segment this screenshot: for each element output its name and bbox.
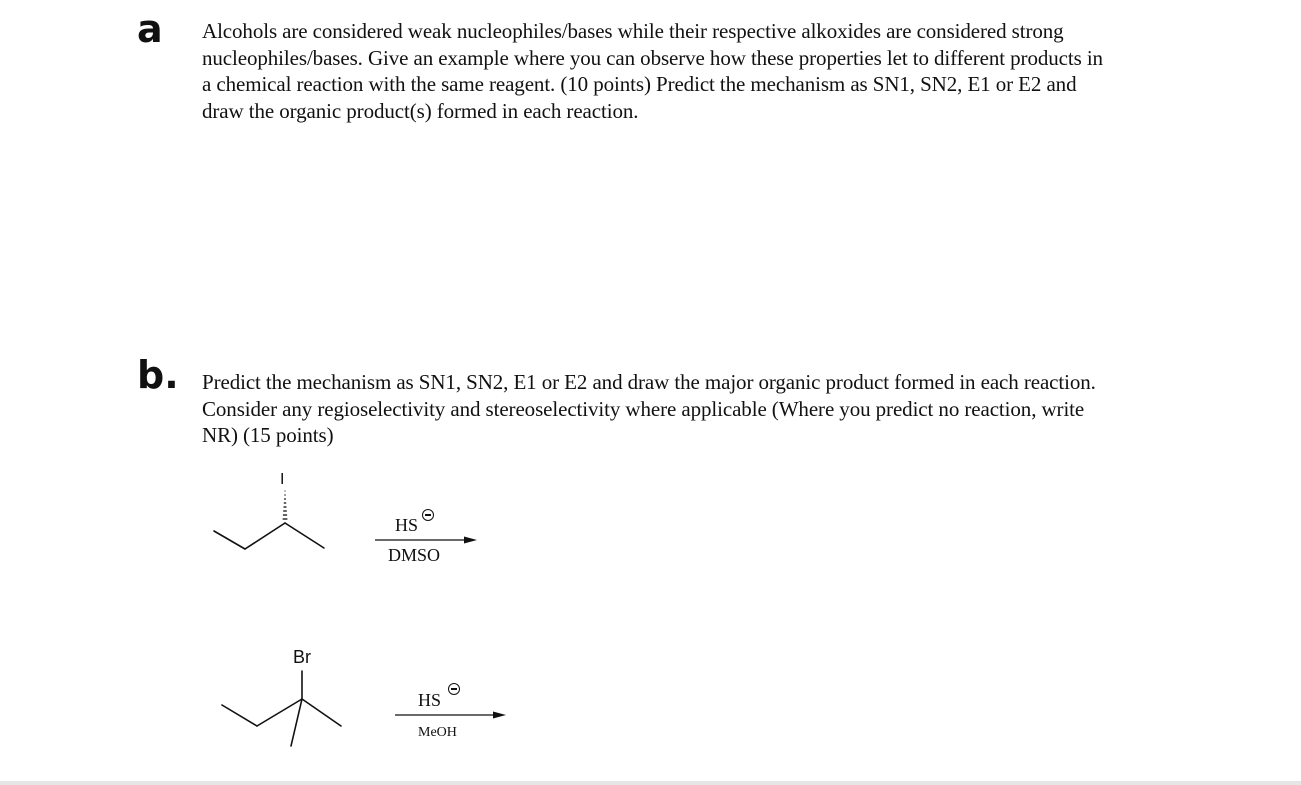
reaction-2-solvent: MeOH <box>418 725 457 740</box>
bond <box>214 531 245 549</box>
bond <box>291 699 302 746</box>
part-b-line: NR) (15 points) <box>202 423 334 447</box>
reaction-2-arrow <box>395 712 506 719</box>
reaction-1-reagent: HS <box>395 515 419 535</box>
bond <box>257 699 302 726</box>
bond <box>245 523 285 549</box>
bond <box>222 705 257 726</box>
iodine-label: I <box>280 471 285 488</box>
part-a-marker: a <box>137 7 163 51</box>
part-a-line: Alcohols are considered weak nucleophiles/bases while their respective alkoxides are considered strong <box>202 19 1064 43</box>
part-a-line: draw the organic product(s) formed in each reaction. <box>202 98 639 123</box>
molecule-1-skeleton <box>214 523 324 549</box>
bond <box>285 523 324 548</box>
part-b-line: Predict the mechanism as SN1, SN2, E1 or E2 and draw the major organic product formed in each reaction. <box>202 370 1096 394</box>
molecule-2-skeleton <box>222 671 341 746</box>
reaction-1-solvent: DMSO <box>388 545 441 565</box>
part-b-line: Consider any regioselectivity and stereoselectivity where applicable (Where you predict no reaction, write <box>202 396 1085 421</box>
reaction-2-reagent: HS <box>418 690 442 710</box>
bond <box>302 699 341 726</box>
reaction-1-arrow <box>375 537 477 544</box>
negative-charge-icon <box>448 683 460 695</box>
negative-charge-icon <box>422 509 434 521</box>
part-a-line: a chemical reaction with the same reagent. (10 points) Predict the mechanism as SN1, SN2, E1 or E2 and <box>202 72 1077 96</box>
hashed-wedge-bond <box>283 491 288 519</box>
part-b-marker: b. <box>137 353 179 397</box>
part-a-line: nucleophiles/bases. Give an example where you can observe how these properties let to different products in <box>202 45 1103 70</box>
bromine-label: Br <box>293 647 311 667</box>
